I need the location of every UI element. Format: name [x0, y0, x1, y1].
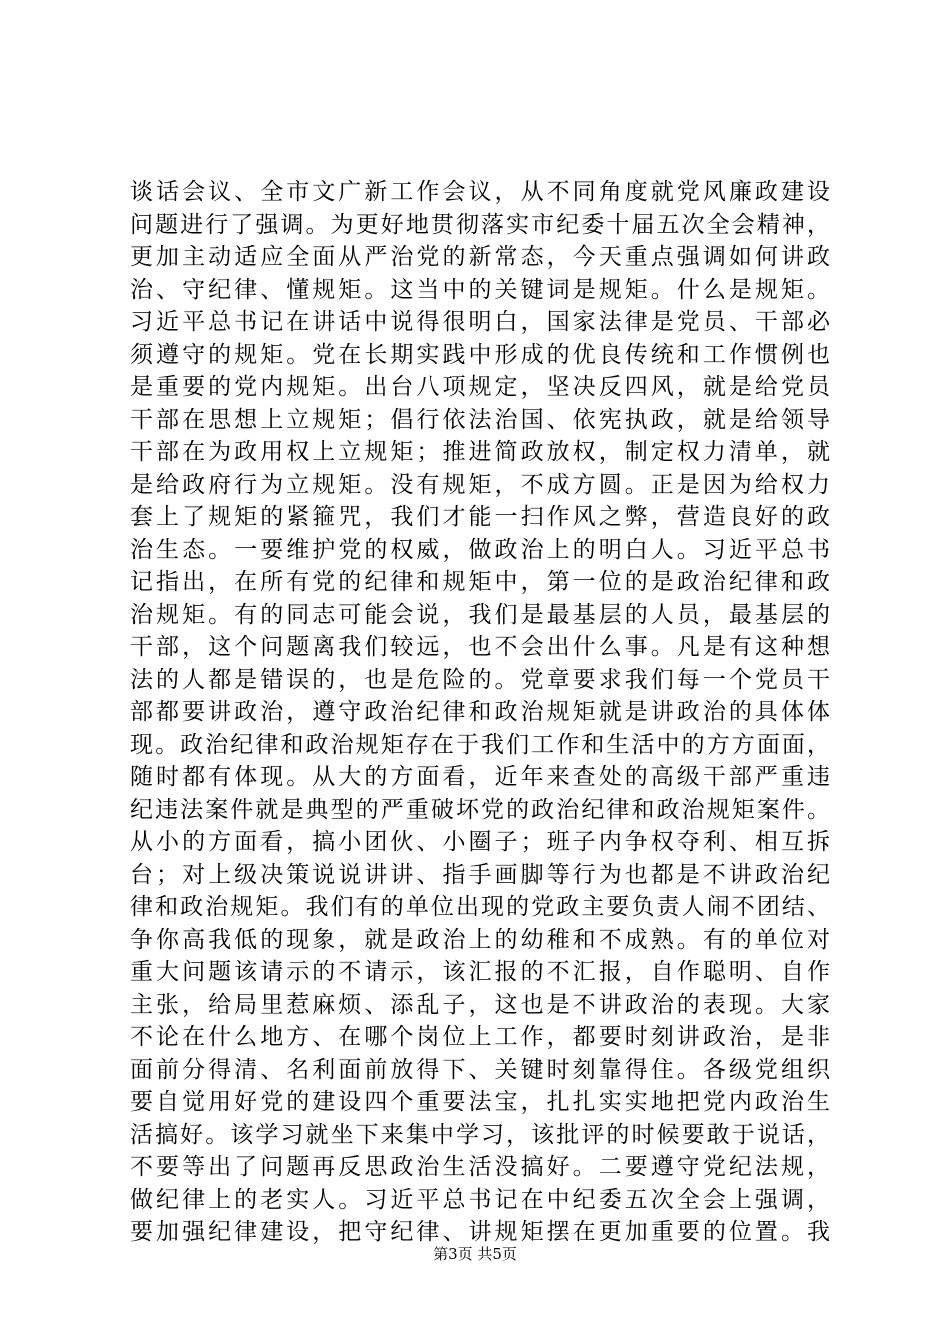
text-line: 干部，这个问题离我们较远，也不会出什么事。凡是有这种想	[130, 634, 830, 660]
text-line: 不论在什么地方、在哪个岗位上工作，都要时刻讲政治，是非	[130, 1024, 830, 1050]
text-line: 要自觉用好党的建设四个重要法宝，扎扎实实地把党内政治生	[130, 1089, 830, 1115]
text-line: 干部在为政用权上立规矩；推进简政放权，制定权力清单，就	[130, 439, 830, 465]
text-line: 不要等出了问题再反思政治生活没搞好。二要遵守党纪法规，	[130, 1154, 830, 1180]
text-line: 台；对上级决策说说讲讲、指手画脚等行为也都是不讲政治纪	[130, 861, 830, 888]
text-line: 现。政治纪律和政治规矩存在于我们工作和生活中的方方面面，	[130, 731, 830, 758]
text-line: 习近平总书记在讲话中说得很明白，国家法律是党员、干部必	[130, 309, 830, 335]
text-line: 干部在思想上立规矩；倡行依法治国、依宪执政，就是给领导	[130, 406, 830, 433]
text-line: 须遵守的规矩。党在长期实践中形成的优良传统和工作惯例也	[130, 341, 830, 368]
text-line: 记指出，在所有党的纪律和规矩中，第一位的是政治纪律和政	[130, 569, 830, 595]
text-line: 要加强纪律建设，把守纪律、讲规矩摆在更加重要的位置。我	[130, 1219, 830, 1245]
text-line: 治、守纪律、懂规矩。这当中的关键词是规矩。什么是规矩。	[130, 276, 830, 303]
text-line: 谈话会议、全市文广新工作会议，从不同角度就党风廉政建设	[130, 179, 830, 205]
text-line: 活搞好。该学习就坐下来集中学习，该批评的时候要敢于说话，	[130, 1121, 830, 1148]
text-line: 更加主动适应全面从严治党的新常态，今天重点强调如何讲政	[130, 244, 830, 270]
text-line: 律和政治规矩。我们有的单位出现的党政主要负责人闹不团结、	[130, 894, 830, 920]
text-line: 主张，给局里惹麻烦、添乱子，这也是不讲政治的表现。大家	[130, 991, 830, 1018]
page-footer: 第3页 共5页	[433, 1245, 517, 1263]
text-line: 治规矩。有的同志可能会说，我们是最基层的人员，最基层的	[130, 601, 830, 628]
text-line: 从小的方面看，搞小团伙、小圈子；班子内争权夺利、相互拆	[130, 829, 830, 855]
text-line: 重大问题该请示的不请示，该汇报的不汇报，自作聪明、自作	[130, 959, 830, 985]
text-line: 是给政府行为立规矩。没有规矩，不成方圆。正是因为给权力	[130, 471, 830, 498]
text-line: 部都要讲政治，遵守政治纪律和政治规矩就是讲政治的具体体	[130, 699, 830, 725]
text-line: 做纪律上的老实人。习近平总书记在中纪委五次全会上强调，	[130, 1186, 830, 1213]
text-line: 面前分得清、名利面前放得下、关键时刻靠得住。各级党组织	[130, 1056, 830, 1083]
text-line: 套上了规矩的紧箍咒，我们才能一扫作风之弊，营造良好的政	[130, 504, 830, 530]
text-line: 治生态。一要维护党的权威，做政治上的明白人。习近平总书	[130, 536, 830, 563]
text-line: 随时都有体现。从大的方面看，近年来查处的高级干部严重违	[130, 764, 830, 790]
text-line: 争你高我低的现象，就是政治上的幼稚和不成熟。有的单位对	[130, 926, 830, 953]
text-line: 问题进行了强调。为更好地贯彻落实市纪委十届五次全会精神，	[130, 211, 830, 238]
body-text	[130, 176, 830, 1249]
text-line: 是重要的党内规矩。出台八项规定，坚决反四风，就是给党员	[130, 374, 830, 400]
text-line: 纪违法案件就是典型的严重破坏党的政治纪律和政治规矩案件。	[130, 796, 830, 823]
text-line: 法的人都是错误的，也是危险的。党章要求我们每一个党员干	[130, 666, 830, 693]
